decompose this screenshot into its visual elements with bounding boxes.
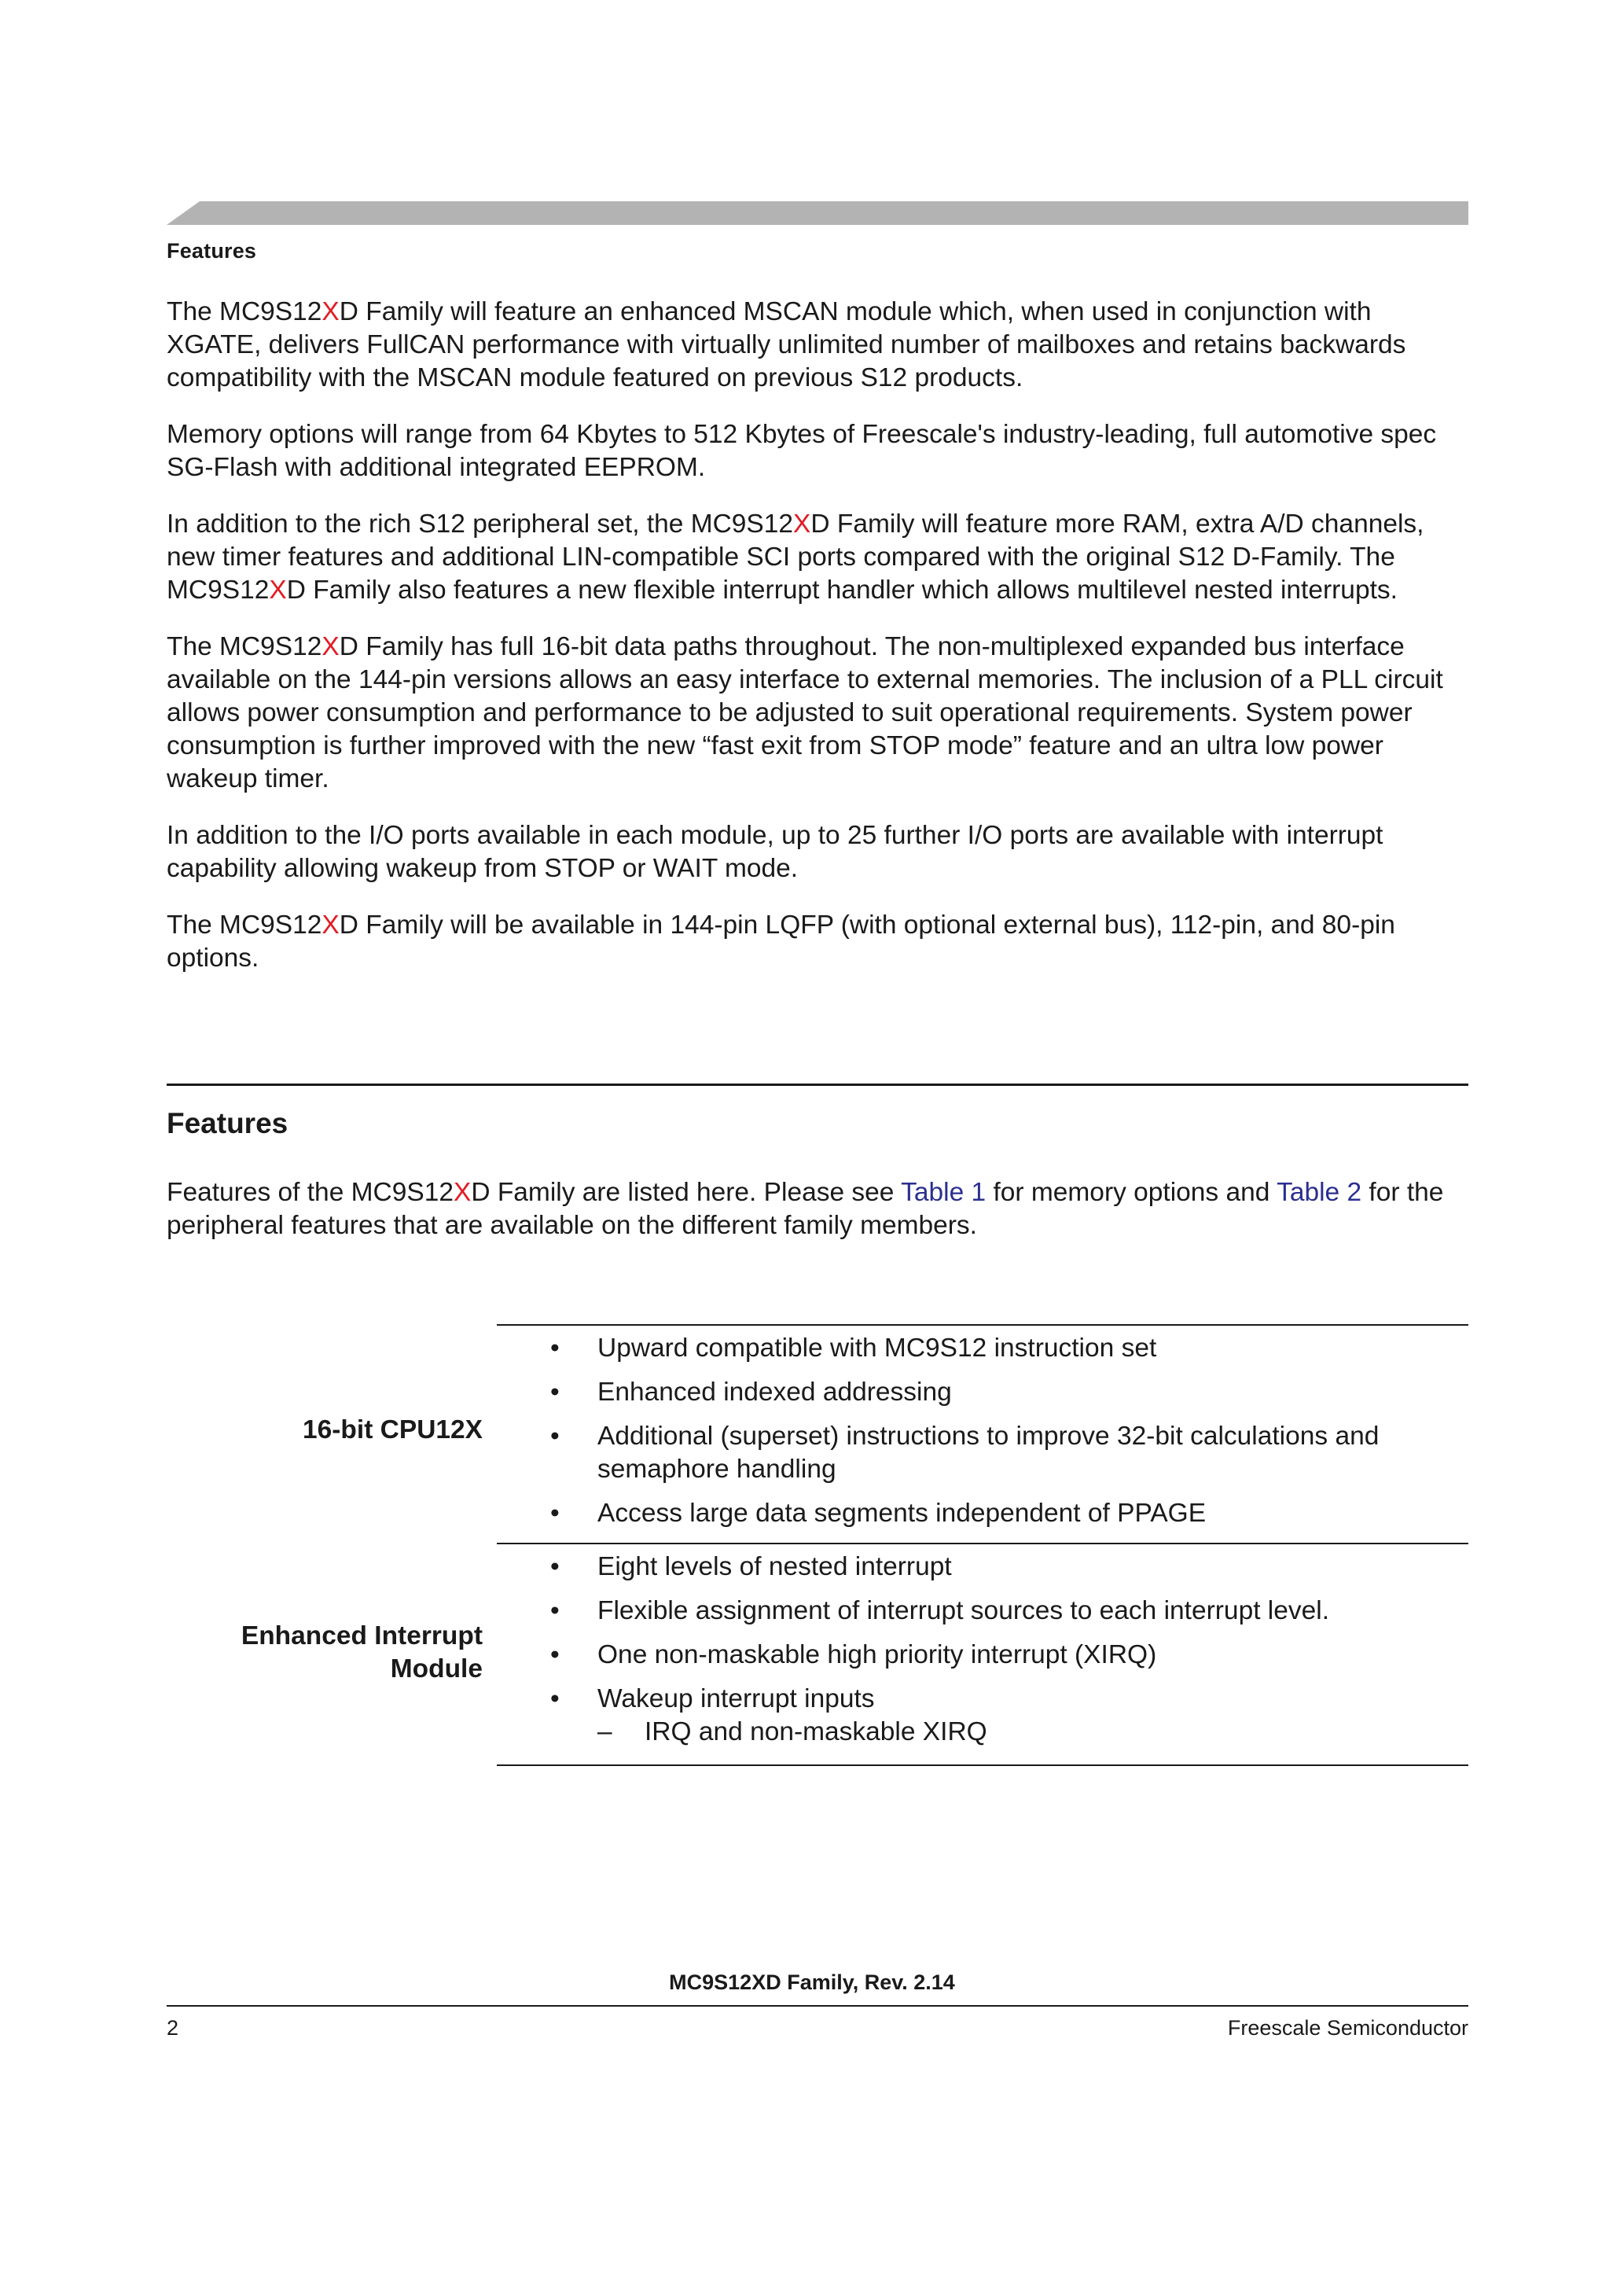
paragraph-memory: Memory options will range from 64 Kbytes to 512 Kbytes of Freescale's industry-leading, full automotive spec SG-Flash with additional integrated EEPROM. bbox=[167, 420, 1437, 482]
highlight-x: X bbox=[453, 1178, 472, 1207]
bullet: • bbox=[550, 1499, 560, 1528]
paragraph-mscan: The MC9S12XD Family will feature an enhanced MSCAN module which, when used in conjunction with XGATE, delivers FullCAN performance with virtually unlimited number of mailboxes and retains backwards compatibility with the MSCAN module featured on previous S12 products. bbox=[167, 297, 1406, 392]
row-label-cpu: 16-bit CPU12X bbox=[303, 1415, 483, 1444]
bullet: • bbox=[550, 1684, 560, 1713]
interrupt-feature-list bbox=[544, 1551, 1432, 1760]
list-item: • One non-maskable high priority interrupt (XIRQ) bbox=[544, 1639, 1432, 1672]
page-number: 2 bbox=[167, 2016, 179, 2040]
bullet: • bbox=[550, 1378, 560, 1407]
highlight-x: X bbox=[321, 911, 340, 940]
highlight-x: X bbox=[321, 297, 340, 326]
section-heading: Features bbox=[167, 1107, 288, 1139]
header-bar bbox=[167, 201, 1468, 225]
highlight-x: X bbox=[269, 576, 287, 605]
list-item: • Wakeup interrupt inputs – IRQ and non-maskable XIRQ bbox=[544, 1683, 1432, 1749]
bullet: • bbox=[550, 1422, 560, 1451]
table-top-rule bbox=[497, 1324, 1468, 1326]
footer-company: Freescale Semiconductor bbox=[1227, 2016, 1468, 2040]
running-head: Features bbox=[167, 239, 257, 263]
table-1-link[interactable]: Table 1 bbox=[901, 1178, 987, 1207]
features-intro: Features of the MC9S12XD Family are listed here. Please see Table 1 for memory options and Table 2 for the peripheral features that are available on the different family members. bbox=[167, 1178, 1444, 1240]
list-item: • Eight levels of nested interrupt bbox=[544, 1551, 1432, 1584]
paragraph-packages: The MC9S12XD Family will be available in 144-pin LQFP (with optional external bus), 112-pin, and 80-pin options. bbox=[167, 911, 1395, 973]
bullet: • bbox=[550, 1640, 560, 1669]
bullet: • bbox=[550, 1334, 560, 1363]
section-rule bbox=[167, 1084, 1468, 1086]
list-item: • Enhanced indexed addressing bbox=[544, 1376, 1432, 1409]
paragraph-peripherals: In addition to the rich S12 peripheral set, the MC9S12XD Family will feature more RAM, extra A/D channels, new timer features and additional LIN-compatible SCI ports compared with the original S12 D-Family. The MC9S12XD Family also features a new flexible interrupt handler which allows multilevel nested interrupts. bbox=[167, 510, 1424, 605]
table-row-divider bbox=[497, 1543, 1468, 1544]
table-bottom-rule bbox=[497, 1764, 1468, 1766]
cpu-feature-list bbox=[544, 1332, 1432, 1541]
footer-rule bbox=[167, 2005, 1468, 2007]
footer-doc-title: MC9S12XD Family, Rev. 2.14 bbox=[669, 1970, 955, 1994]
body-text bbox=[167, 296, 1468, 999]
list-item: • Upward compatible with MC9S12 instruction set bbox=[544, 1332, 1432, 1365]
paragraph-io-ports: In addition to the I/O ports available in each module, up to 25 further I/O ports are available with interrupt capability allowing wakeup from STOP or WAIT mode. bbox=[167, 821, 1383, 883]
list-item: • Flexible assignment of interrupt sources to each interrupt level. bbox=[544, 1595, 1432, 1628]
list-item: • Access large data segments independent of PPAGE bbox=[544, 1497, 1432, 1530]
dash: – bbox=[597, 1717, 612, 1746]
sub-list-item: – IRQ and non-maskable XIRQ bbox=[597, 1716, 1432, 1749]
row-label-interrupt: Enhanced Interrupt Module bbox=[241, 1621, 483, 1683]
bullet: • bbox=[550, 1596, 560, 1625]
list-item: • Additional (superset) instructions to improve 32-bit calculations and semaphore handling bbox=[550, 1422, 1380, 1484]
bullet: • bbox=[550, 1552, 560, 1581]
paragraph-data-paths: The MC9S12XD Family has full 16-bit data paths throughout. The non-multiplexed expanded bus interface available on the 144-pin versions allows an easy interface to external memories. The inclusion of a PLL circuit allows power consumption and performance to be adjusted to suit operational requirements. System power consumption is further improved with the new “fast exit from STOP mode” feature and an ultra low power wakeup timer. bbox=[167, 632, 1443, 793]
highlight-x: X bbox=[321, 632, 340, 661]
table-2-link[interactable]: Table 2 bbox=[1277, 1178, 1362, 1207]
highlight-x: X bbox=[793, 510, 811, 539]
